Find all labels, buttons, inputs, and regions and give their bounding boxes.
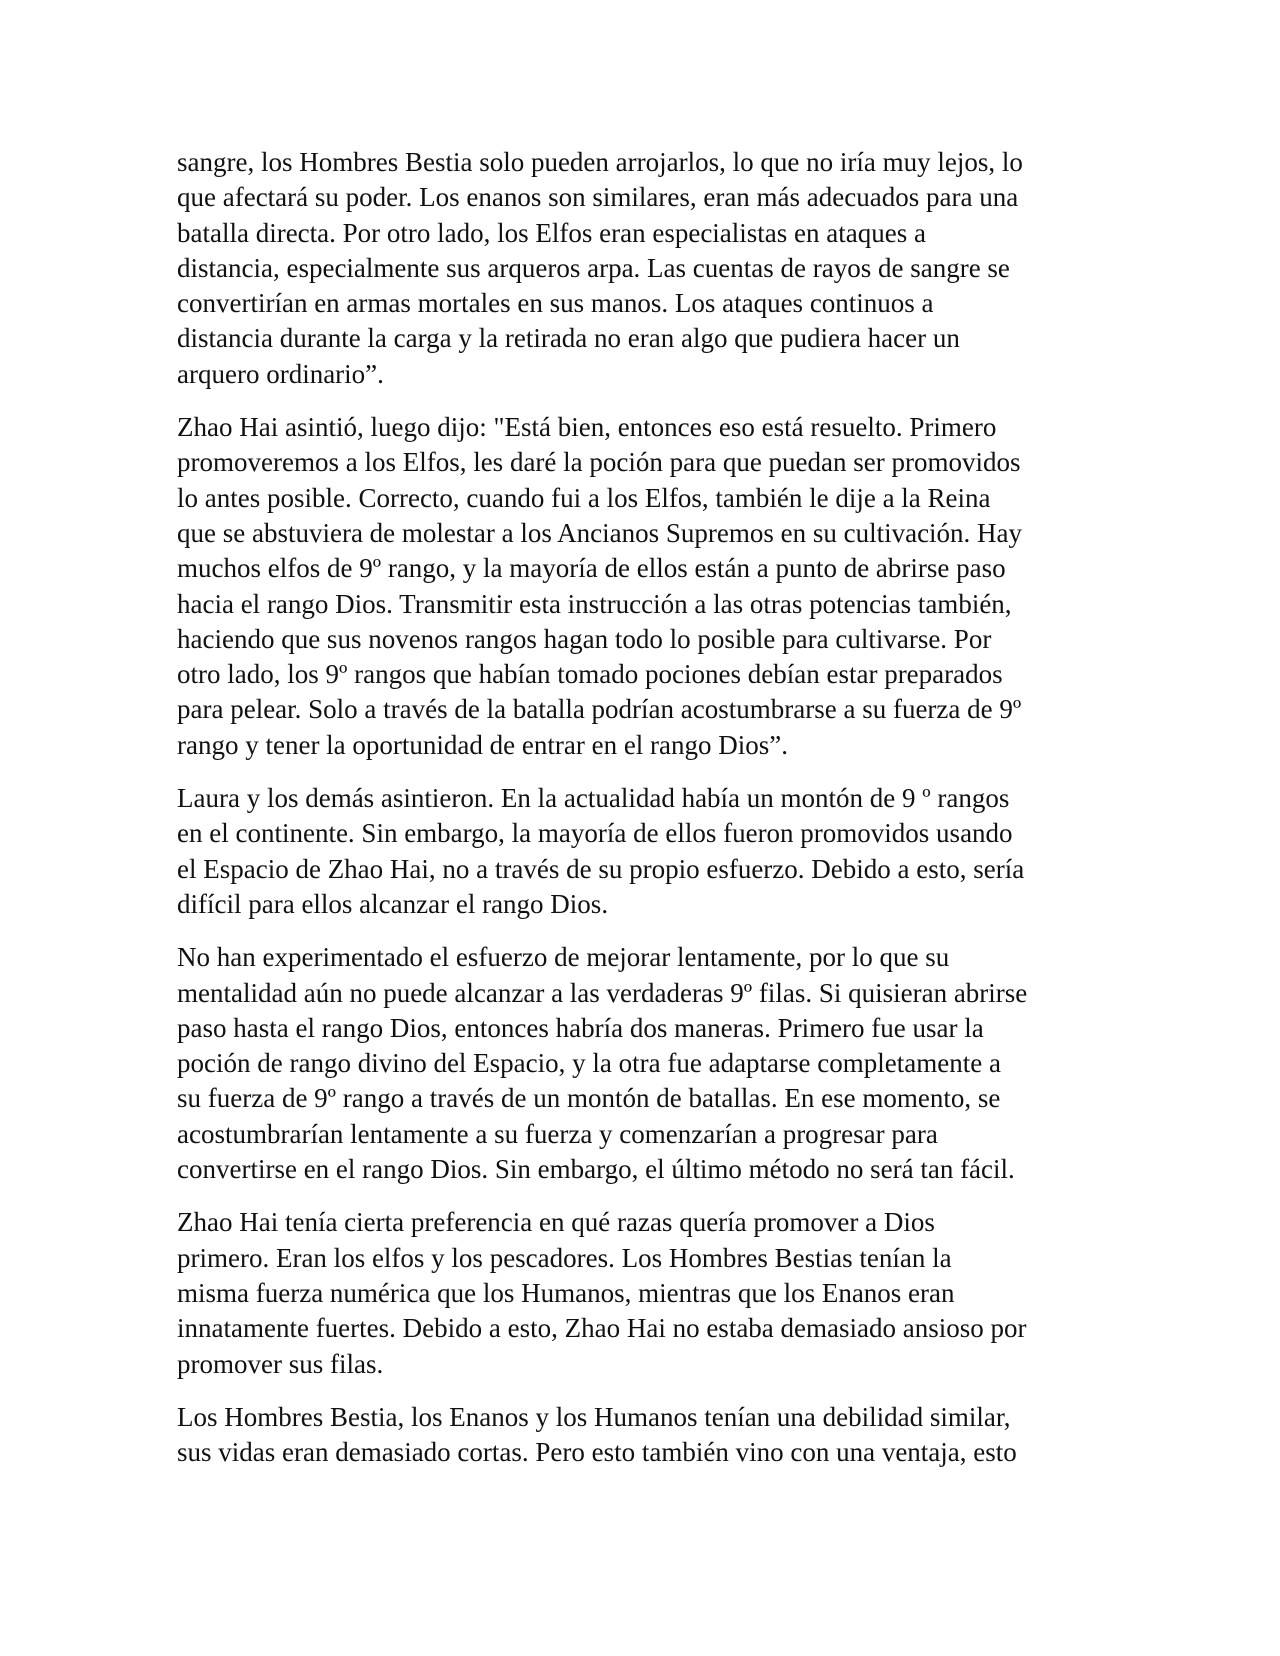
- text-line: difícil para ellos alcanzar el rango Dios.: [177, 888, 609, 919]
- text-line: en el continente. Sin embargo, la mayoría de ellos fueron promovidos usando: [177, 818, 1013, 849]
- text-line: Laura y los demás asintieron. En la actualidad había un montón de 9 º rangos: [177, 783, 1010, 814]
- text-line: Zhao Hai asintió, luego dijo: "Está bien, entonces eso está resuelto. Primero: [177, 412, 997, 443]
- paragraph-2: [177, 410, 1107, 763]
- text-line: paso hasta el rango Dios, entonces habría dos maneras. Primero fue usar la: [177, 1012, 984, 1043]
- text-line: para pelear. Solo a través de la batalla podrían acostumbrarse a su fuerza de 9º: [177, 694, 1022, 725]
- text-line: innatamente fuertes. Debido a esto, Zhao Hai no estaba demasiado ansioso por: [177, 1313, 1027, 1344]
- document-body: [177, 145, 1107, 1488]
- text-line: que afectará su poder. Los enanos son similares, eran más adecuados para una: [177, 182, 1019, 213]
- paragraph-1: [177, 145, 1107, 392]
- text-line: el Espacio de Zhao Hai, no a través de su propio esfuerzo. Debido a esto, sería: [177, 853, 1025, 884]
- text-line: rango y tener la oportunidad de entrar en el rango Dios”.: [177, 729, 789, 760]
- text-line: acostumbrarían lentamente a su fuerza y comenzarían a progresar para: [177, 1118, 938, 1149]
- paragraph-3: [177, 781, 1107, 922]
- text-line: otro lado, los 9º rangos que habían tomado pociones debían estar preparados: [177, 659, 1003, 690]
- text-line: muchos elfos de 9º rango, y la mayoría de ellos están a punto de abrirse paso: [177, 553, 1006, 584]
- paragraph-5: [177, 1205, 1107, 1381]
- text-line: su fuerza de 9º rango a través de un montón de batallas. En ese momento, se: [177, 1083, 1001, 1114]
- text-line: promover sus filas.: [177, 1348, 384, 1379]
- text-line: Zhao Hai tenía cierta preferencia en qué razas quería promover a Dios: [177, 1207, 935, 1238]
- paragraph-6: [177, 1400, 1107, 1471]
- text-line: lo antes posible. Correcto, cuando fui a los Elfos, también le dije a la Reina: [177, 482, 991, 513]
- text-line: haciendo que sus novenos rangos hagan todo lo posible para cultivarse. Por: [177, 623, 992, 654]
- text-line: arquero ordinario”.: [177, 358, 384, 389]
- text-line: mentalidad aún no puede alcanzar a las verdaderas 9º filas. Si quisieran abrirse: [177, 977, 1028, 1008]
- text-line: convertirse en el rango Dios. Sin embargo, el último método no será tan fácil.: [177, 1154, 1015, 1185]
- text-line: primero. Eran los elfos y los pescadores. Los Hombres Bestias tenían la: [177, 1242, 952, 1273]
- text-line: hacia el rango Dios. Transmitir esta instrucción a las otras potencias también,: [177, 588, 1012, 619]
- text-line: misma fuerza numérica que los Humanos, mientras que los Enanos eran: [177, 1277, 955, 1308]
- text-line: batalla directa. Por otro lado, los Elfos eran especialistas en ataques a: [177, 217, 926, 248]
- text-line: No han experimentado el esfuerzo de mejorar lentamente, por lo que su: [177, 942, 950, 973]
- text-line: sus vidas eran demasiado cortas. Pero esto también vino con una ventaja, esto: [177, 1437, 1017, 1468]
- text-line: distancia, especialmente sus arqueros arpa. Las cuentas de rayos de sangre se: [177, 252, 1010, 283]
- paragraph-4: [177, 940, 1107, 1187]
- text-line: distancia durante la carga y la retirada no eran algo que pudiera hacer un: [177, 323, 960, 354]
- text-line: Los Hombres Bestia, los Enanos y los Humanos tenían una debilidad similar,: [177, 1401, 1011, 1432]
- text-line: que se abstuviera de molestar a los Ancianos Supremos en su cultivación. Hay: [177, 517, 1023, 548]
- text-line: sangre, los Hombres Bestia solo pueden arrojarlos, lo que no iría muy lejos, lo: [177, 147, 1023, 177]
- text-line: convertirían en armas mortales en sus manos. Los ataques continuos a: [177, 288, 934, 319]
- text-line: promoveremos a los Elfos, les daré la poción para que puedan ser promovidos: [177, 447, 1021, 478]
- text-line: poción de rango divino del Espacio, y la otra fue adaptarse completamente a: [177, 1048, 1001, 1079]
